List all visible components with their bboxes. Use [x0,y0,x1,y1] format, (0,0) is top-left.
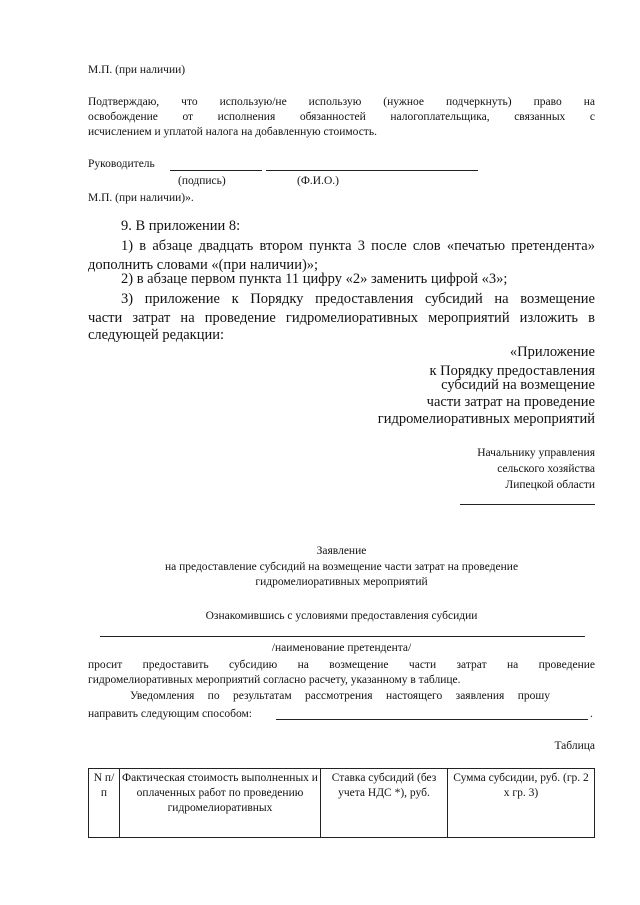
appendix-line-4: части затрат на проведение [426,394,595,410]
notify-method-line [276,719,588,720]
header-actual-cost: Фактическая стоимость выполненных и оплаченных работ по проведению гидромелиоративных [120,769,321,838]
applicant-caption: /наименование претендента/ [271,642,412,654]
item-9: 9. В приложении 8: [121,218,241,234]
subsidy-table [88,768,595,838]
addressee-line-3: Липецкой области [505,479,595,491]
paragraph-1-line-2: дополнить словами «(при наличии)»; [88,257,319,273]
notify-line-2: направить следующим способом: [88,708,252,720]
fio-caption: (Ф.И.О.) [297,175,339,187]
signature-line [170,170,262,171]
addressee-line-2: сельского хозяйства [497,463,595,475]
statement-subtitle-2: гидромелиоративных мероприятий [255,576,428,588]
applicant-name-line [100,636,585,637]
statement-intro: Ознакомившись с условиями предоставления субсидии [205,610,478,622]
request-line-2: гидромелиоративных мероприятий согласно расчету, указанному в таблице. [88,674,461,686]
appendix-line-2: к Порядку предоставления [429,363,595,379]
paragraph-3-line-3: следующей редакции: [88,327,225,343]
table-header-row [89,769,595,838]
confirm-line-3: исчислением и уплатой налога на добавленную стоимость. [88,126,377,138]
request-line-1: просит предоставить субсидию на возмещение части затрат на проведение [88,659,595,671]
statement-subtitle-1: на предоставление субсидий на возмещение части затрат на проведение [164,561,519,573]
header-subsidy-amount: Сумма субсидии, руб. (гр. 2 х гр. 3) [448,769,595,838]
signature-caption: (подпись) [178,175,226,187]
paragraph-1-line-1: 1) в абзаце двадцать втором пункта 3 после слов «печатью претендента» [121,238,595,254]
addressee-line-1: Начальнику управления [477,447,595,459]
appendix-line-5: гидромелиоративных мероприятий [377,411,595,427]
statement-title: Заявление [316,545,367,557]
notify-period: . [590,708,593,720]
fio-line [266,170,478,171]
stamp-note-closing: М.П. (при наличии)». [88,192,194,204]
addressee-blank-line [460,504,595,505]
confirm-line-1: Подтверждаю, что использую/не использую (нужное подчеркнуть) право на [88,96,595,108]
paragraph-2: 2) в абзаце первом пункта 11 цифру «2» заменить цифрой «3»; [121,271,508,287]
appendix-line-3: субсидий на возмещение [441,377,595,393]
paragraph-3-line-1: 3) приложение к Порядку предоставления субсидий на возмещение [121,291,595,307]
header-number: N п/п [89,769,120,838]
notify-line-1: Уведомления по результатам рассмотрения настоящего заявления прошу [130,690,550,702]
paragraph-3-line-2: части затрат на проведение гидромелиоративных мероприятий изложить в [88,310,595,326]
table-caption: Таблица [554,740,595,752]
head-label: Руководитель [88,158,155,170]
stamp-note: М.П. (при наличии) [88,64,186,76]
appendix-line-1: «Приложение [509,344,595,360]
confirm-line-2: освобождение от исполнения обязанностей налогоплательщика, связанных с [88,111,595,123]
header-subsidy-rate: Ставка субсидий (без учета НДС *), руб. [321,769,448,838]
